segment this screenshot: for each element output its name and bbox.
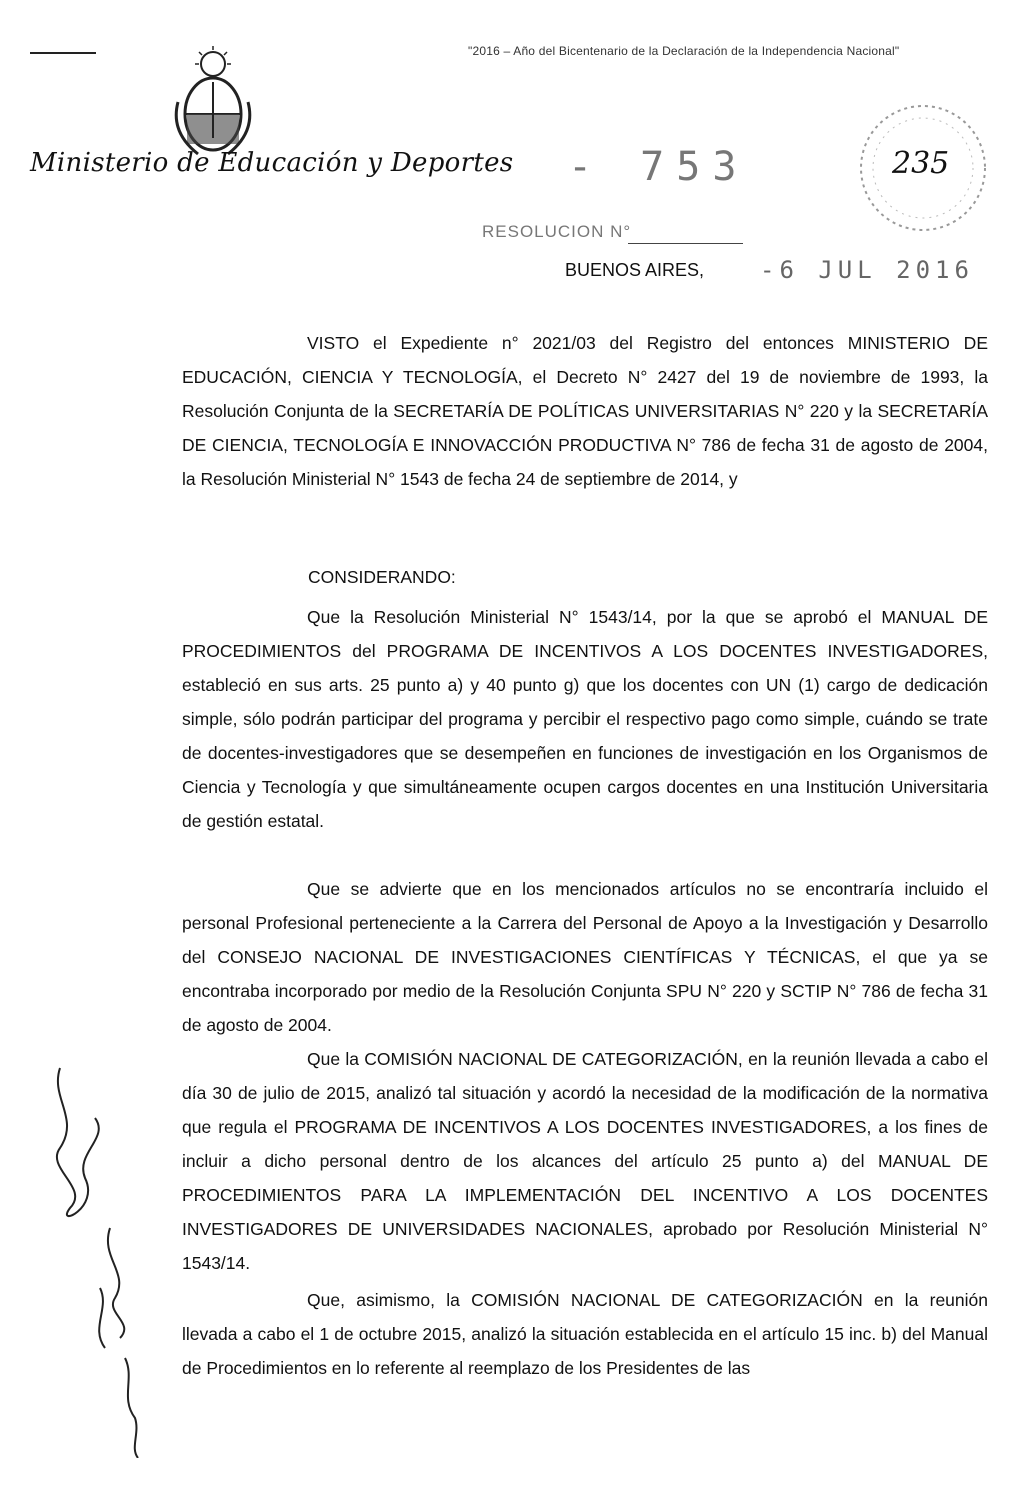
considerando-heading: CONSIDERANDO: [308,567,456,587]
visto-paragraph: VISTO el Expediente n° 2021/03 del Registro del entonces MINISTERIO DE EDUCACIÓN, CIENCIA Y TECNOLOGÍA, el Decreto N° 2427 del 19 de noviembre de 1993, la Resolución Conjunta de la SECRETARÍA DE POLÍTICAS UNIVERSITARIAS N° 220 y la SECRETARÍA DE CIENCIA, TECNOLOGÍA E INNOVACCIÓN PRODUCTIVA N° 786 de fecha 31 de agosto de 2004, la Resolución Ministerial N° 1543 de fecha 24 de septiembre de 2014, y [182,333,988,489]
coat-of-arms-icon [168,42,258,162]
ministry-name: Ministerio de Educación y Deportes [30,148,514,178]
resolution-line [628,243,743,244]
date-stamp: -6 JUL 2016 [760,256,974,284]
year-motto: "2016 – Año del Bicentenario de la Declaración de la Independencia Nacional" [468,44,900,58]
header-rule [30,52,96,54]
folio-number: 235 [892,146,950,181]
city: BUENOS AIRES, [565,260,705,280]
considerando-paragraph-1: Que la Resolución Ministerial N° 1543/14, por la que se aprobó el MANUAL DE PROCEDIMIENTOS del PROGRAMA DE INCENTIVOS A LOS DOCENTES INVESTIGADORES, estableció en sus arts. 25 punto a) y 40 punto g) que los docentes con UN (1) cargo de dedicación simple, sólo podrán participar del programa y percibir el respectivo pago como simple, cuándo se trate de docentes-investigadores que se desempeñen en funciones de investigación en los Organismos de Ciencia y Tecnología y que simultáneamente ocupen cargos docentes en una Institución Universitaria de gestión estatal. [182,607,988,831]
folio-stamp [848,98,998,238]
handwritten-signature-icon [40,1058,160,1458]
considerando-paragraph-2: Que se advierte que en los mencionados artículos no se encontraría incluido el personal Profesional perteneciente a la Carrera del Personal de Apoyo a la Investigación y Desarrollo del CONSEJO NACIONAL DE INVESTIGACIONES CIENTÍFICAS Y TÉCNICAS, el que ya se encontraba incorporado por medio de la Resolución Conjunta SPU N° 220 y SCTIP N° 786 de fecha 31 de agosto de 2004. [182,879,988,1035]
resolution-label: RESOLUCION N° [482,222,632,241]
considerando-paragraph-4: Que, asimismo, la COMISIÓN NACIONAL DE CATEGORIZACIÓN en la reunión llevada a cabo el 1 de octubre 2015, analizó la situación establecida en el artículo 15 inc. b) del Manual de Procedimientos en lo referente al reemplazo de los Presidentes de las [182,1290,988,1378]
resolution-number: - 753 [568,144,749,190]
considerando-paragraph-3: Que la COMISIÓN NACIONAL DE CATEGORIZACIÓN, en la reunión llevada a cabo el día 30 de julio de 2015, analizó tal situación y acordó la necesidad de la modificación de la normativa que regula el PROGRAMA DE INCENTIVOS A LOS DOCENTES INVESTIGADORES, a los fines de incluir a dicho personal dentro de los alcances del artículo 25 punto a) del MANUAL DE PROCEDIMIENTOS PARA LA IMPLEMENTACIÓN DEL INCENTIVO A LOS DOCENTES INVESTIGADORES DE UNIVERSIDADES NACIONALES, aprobado por Resolución Ministerial N° 1543/14. [182,1049,988,1273]
